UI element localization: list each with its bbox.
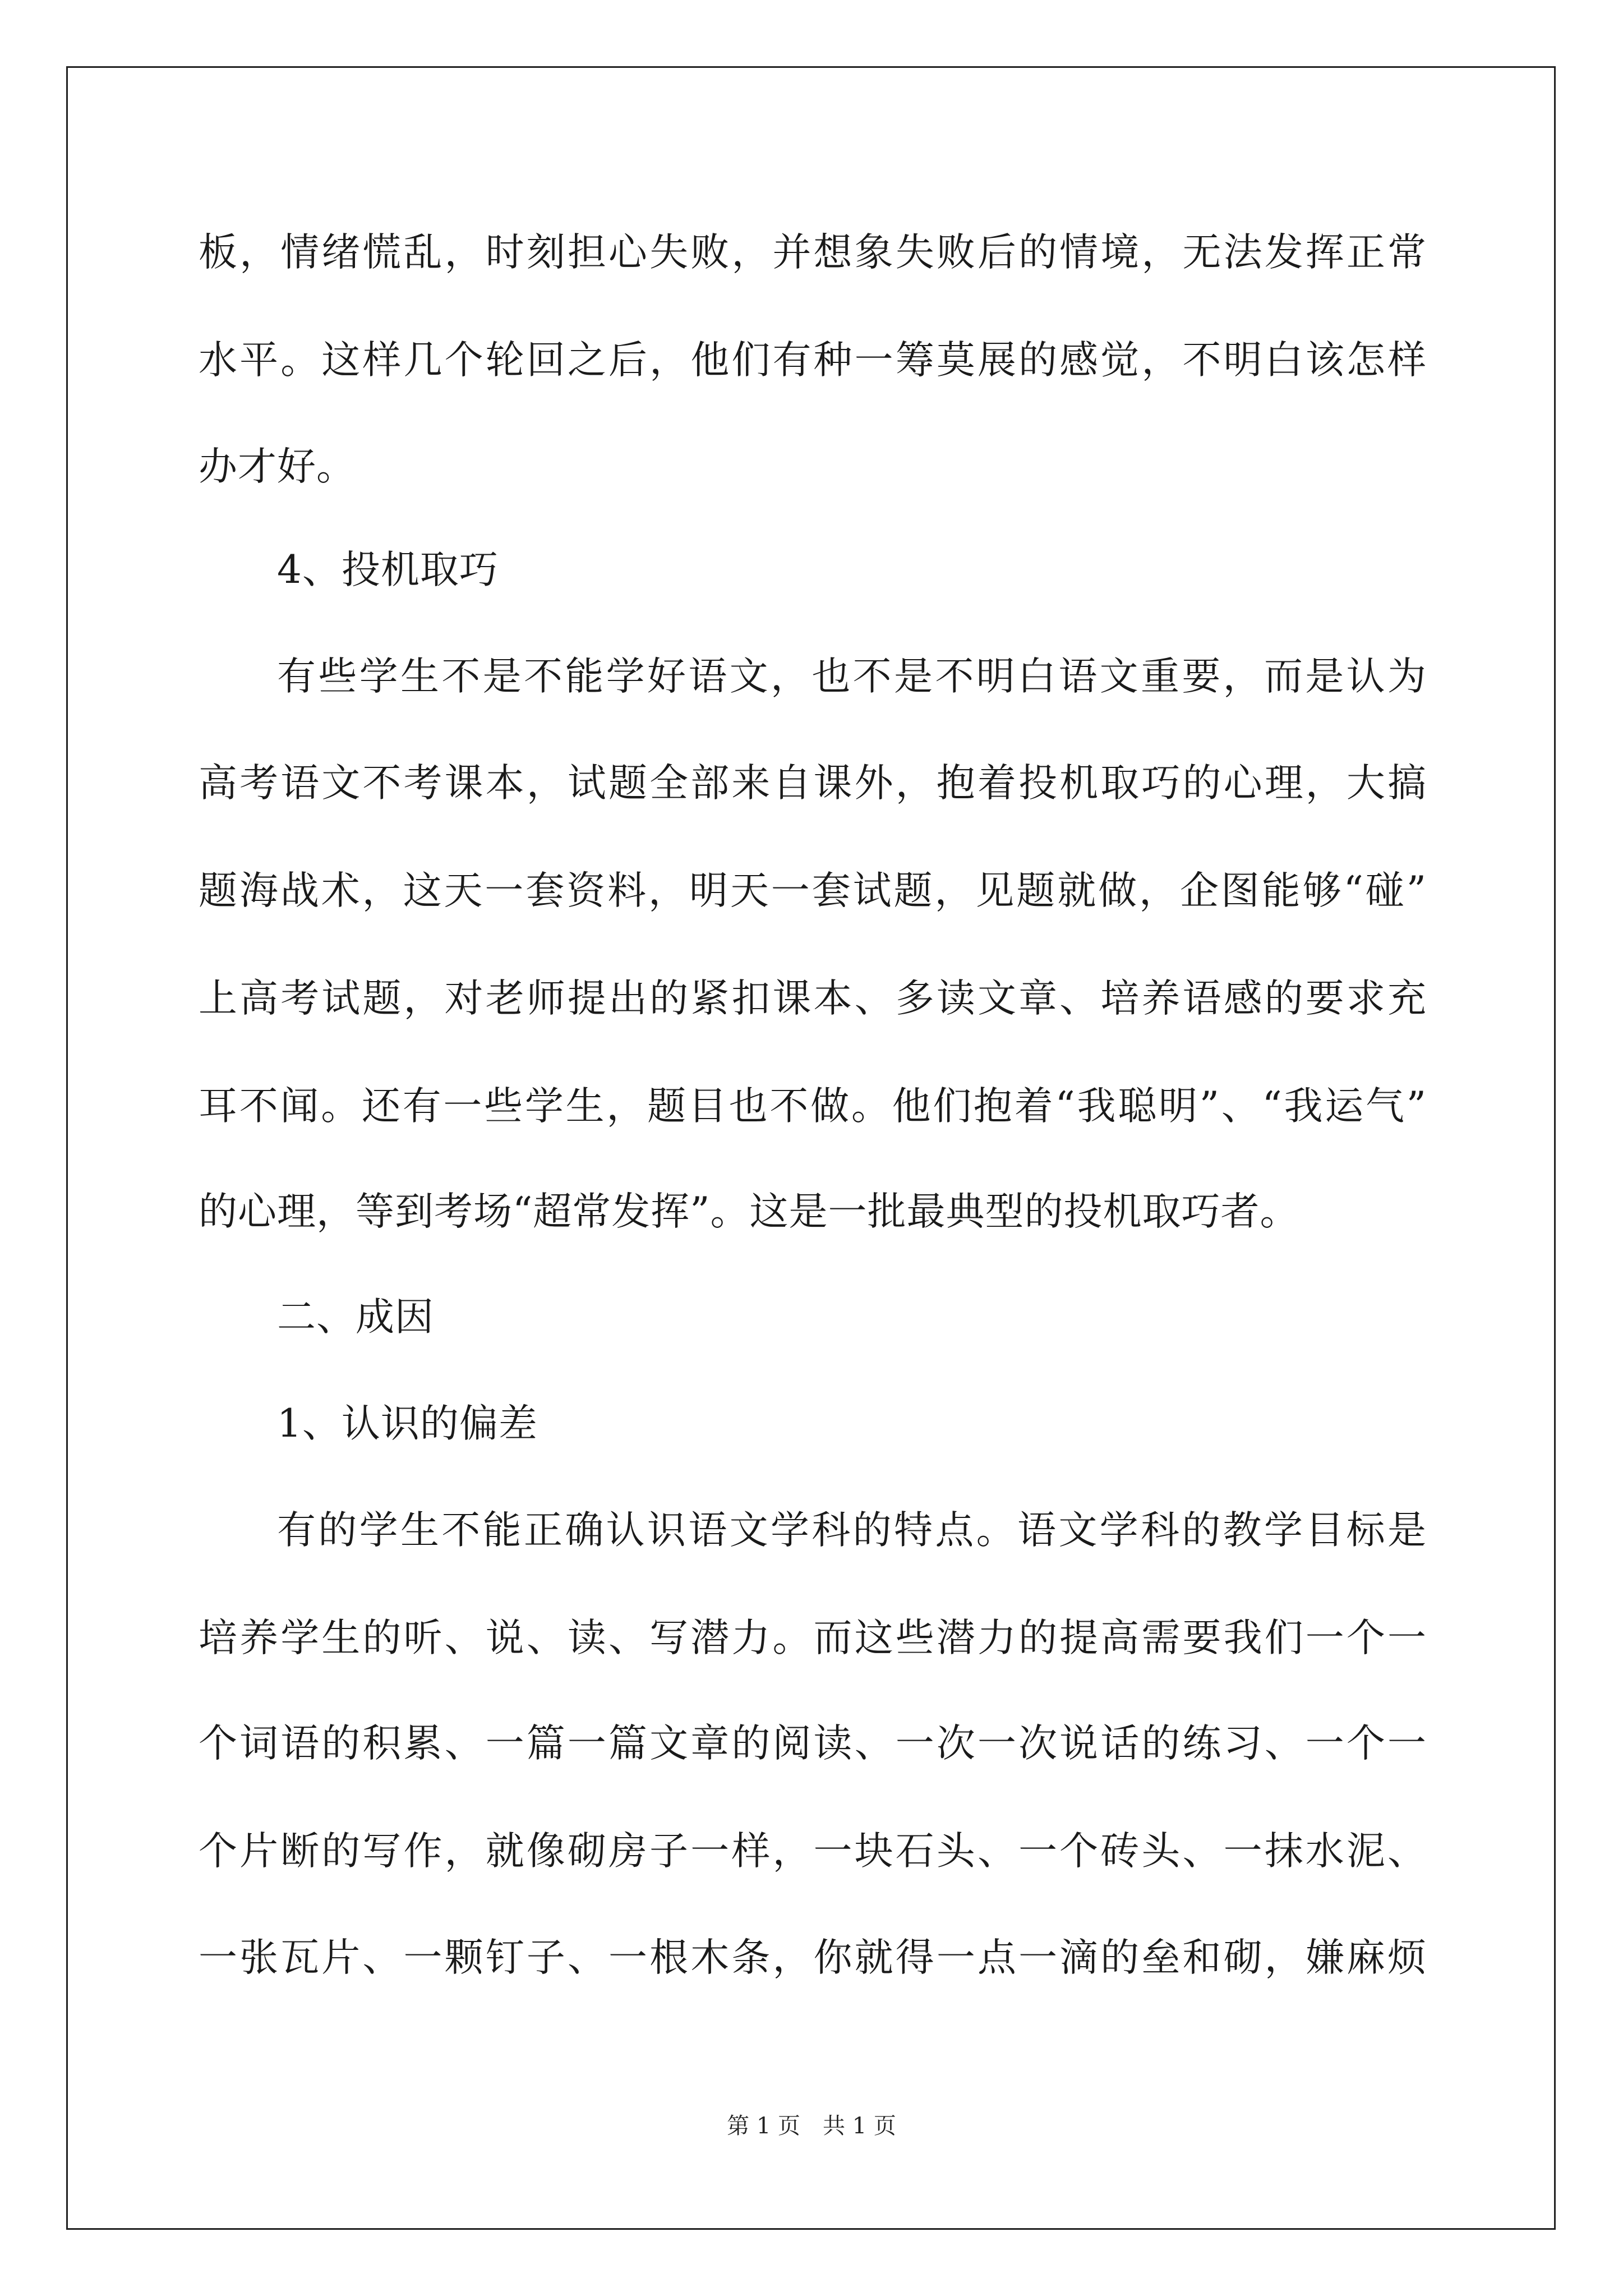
paragraph-line: 上高考试题，对老师提出的紧扣课本、多读文章、培养语感的要求充 [199,976,1427,1021]
paragraph-line: 个词语的积累、一篇一篇文章的阅读、一次一次说话的练习、一个一 [199,1721,1427,1766]
section-heading: 二、成因 [277,1295,434,1340]
paragraph-line: 一张瓦片、一颗钉子、一根木条，你就得一点一滴的垒和砌，嫌麻烦 [199,1935,1427,1980]
paragraph-line: 板，情绪慌乱，时刻担心失败，并想象失败后的情境，无法发挥正常 [199,230,1427,275]
page-number-footer: 第 1 页 共 1 页 [727,2113,896,2139]
section-heading: 4、投机取巧 [277,547,499,592]
paragraph-line: 高考语文不考课本，试题全部来自课外，抱着投机取巧的心理，大搞 [199,761,1427,806]
paragraph-line: 耳不闻。还有一些学生，题目也不做。他们抱着“我聪明”、“我运气” [199,1084,1427,1129]
page-frame [66,66,1556,2230]
subsection-heading: 1、认识的偏差 [277,1401,538,1446]
paragraph-line: 培养学生的听、说、读、写潜力。而这些潜力的提高需要我们一个一 [199,1616,1427,1660]
paragraph-line: 题海战术，这天一套资料，明天一套试题，见题就做，企图能够“碰” [199,868,1427,913]
paragraph-line: 有的学生不能正确认识语文学科的特点。语文学科的教学目标是 [277,1508,1427,1553]
paragraph-line: 水平。这样几个轮回之后，他们有种一筹莫展的感觉，不明白该怎样 [199,338,1427,383]
paragraph-line: 的心理，等到考场“超常发挥”。这是一批最典型的投机取巧者。 [199,1189,1299,1234]
paragraph-line: 办才好。 [199,444,356,489]
paragraph-line: 有些学生不是不能学好语文，也不是不明白语文重要，而是认为 [277,654,1427,699]
paragraph-line: 个片断的写作，就像砌房子一样，一块石头、一个砖头、一抹水泥、 [199,1829,1427,1874]
